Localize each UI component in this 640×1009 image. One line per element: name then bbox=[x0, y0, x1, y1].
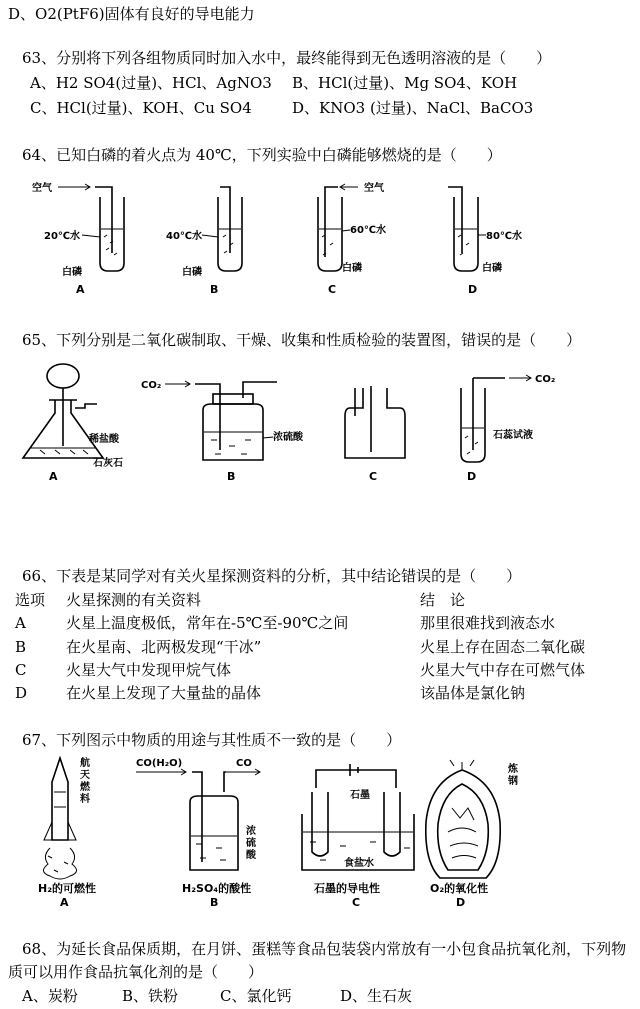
q67-b-label-l1: 浓 bbox=[246, 826, 256, 837]
q68-question-line1: 68、为延长食品保质期，在月饼、蛋糕等食品包装袋内常放有一小包食品抗氧化剂，下列物 bbox=[22, 940, 627, 958]
q64-figure-c bbox=[318, 181, 386, 296]
q64-c-solid-label: 白磷 bbox=[342, 263, 362, 274]
q65-figure-c bbox=[345, 386, 405, 483]
q64-b-solid-label: 白磷 bbox=[182, 267, 202, 278]
q66-row-c-data: 火星大气中发现甲烷气体 bbox=[66, 661, 232, 679]
q67-figure-c bbox=[302, 764, 414, 909]
svg-text:钢: 钢 bbox=[508, 776, 518, 787]
q67-figure-d bbox=[426, 760, 519, 909]
q65-d-label1: 石蕊试液 bbox=[493, 430, 533, 441]
q64-d-water-label: 80℃水 bbox=[486, 231, 523, 242]
q64-b-letter: B bbox=[210, 283, 219, 296]
q67-c-label2: 食盐水 bbox=[344, 858, 374, 869]
q65-a-label2: 石灰石 bbox=[93, 458, 123, 469]
svg-text:料: 料 bbox=[80, 794, 90, 805]
q67-a-caption: H₂的可燃性 bbox=[38, 882, 97, 895]
q64-figure-d bbox=[448, 187, 522, 296]
q66-row-c-option: C bbox=[15, 661, 27, 679]
svg-text:硫: 硫 bbox=[246, 838, 256, 849]
q67-b-gas-out: CO bbox=[236, 758, 252, 769]
q65-figure-d bbox=[461, 374, 555, 483]
svg-text:酸: 酸 bbox=[246, 850, 256, 861]
q64-c-letter: C bbox=[328, 283, 337, 296]
q68-question-line2: 质可以用作食品抗氧化剂的是（ ） bbox=[8, 963, 264, 981]
q63-option-d: D、KNO3 (过量)、NaCl、BaCO3 bbox=[292, 99, 534, 117]
q64-figures bbox=[20, 175, 560, 300]
q67-b-gas-in: CO(H₂O) bbox=[136, 758, 183, 769]
q65-figure-b bbox=[141, 380, 304, 483]
q64-d-letter: D bbox=[468, 283, 478, 296]
q67-d-letter: D bbox=[456, 896, 466, 909]
q62-option-d: D、O2(PtF6)固体有良好的导电能力 bbox=[8, 5, 255, 23]
q64-a-solid-label: 白磷 bbox=[62, 267, 82, 278]
q67-d-caption: O₂的氧化性 bbox=[430, 882, 489, 895]
q66-row-b-option: B bbox=[15, 638, 27, 656]
q66-header-data: 火星探测的有关资料 bbox=[66, 591, 202, 609]
q68-option-b: B、铁粉 bbox=[122, 987, 179, 1005]
q67-b-letter: B bbox=[210, 896, 219, 909]
svg-text:燃: 燃 bbox=[80, 782, 90, 793]
q68-option-c: C、氯化钙 bbox=[220, 987, 292, 1005]
q68-option-a: A、炭粉 bbox=[22, 987, 78, 1005]
q64-a-letter: A bbox=[76, 283, 85, 296]
q67-d-label-l1: 炼 bbox=[508, 764, 518, 775]
q66-row-b-conclusion: 火星上存在固态二氧化碳 bbox=[420, 638, 586, 656]
q66-row-a-option: A bbox=[15, 614, 26, 632]
q66-row-b-data: 在火星南、北两极发现“干冰” bbox=[66, 638, 262, 656]
q64-question: 64、已知白磷的着火点为 40℃，下列实验中白磷能够燃烧的是（ ） bbox=[22, 146, 502, 164]
q65-d-letter: D bbox=[467, 470, 477, 483]
q68-option-d: D、生石灰 bbox=[340, 987, 413, 1005]
q63-question: 63、分别将下列各组物质同时加入水中，最终能得到无色透明溶液的是（ ） bbox=[22, 49, 552, 67]
q66-row-d-data: 在火星上发现了大量盐的晶体 bbox=[66, 684, 262, 702]
q67-figure-a bbox=[38, 756, 96, 909]
q67-c-letter: C bbox=[352, 896, 361, 909]
q65-figures bbox=[15, 358, 575, 488]
q65-d-gas-label: CO₂ bbox=[535, 374, 556, 385]
q67-figure-b bbox=[136, 758, 260, 909]
q65-question: 65、下列分别是二氧化碳制取、干燥、收集和性质检验的装置图，错误的是（ ） bbox=[22, 331, 582, 349]
q67-c-label1: 石墨 bbox=[350, 790, 370, 801]
q64-c-water-label: 60℃水 bbox=[350, 225, 387, 236]
q64-a-gas-label: 空气 bbox=[32, 183, 52, 194]
svg-text:天: 天 bbox=[80, 770, 90, 781]
q67-b-caption: H₂SO₄的酸性 bbox=[182, 882, 252, 895]
q64-figure-a bbox=[32, 181, 124, 296]
q65-b-letter: B bbox=[227, 470, 236, 483]
q66-header-option: 选项 bbox=[15, 591, 46, 609]
q64-d-solid-label: 白磷 bbox=[482, 263, 502, 274]
q67-a-letter: A bbox=[60, 896, 69, 909]
q65-figure-a bbox=[23, 364, 123, 483]
q67-question: 67、下列图示中物质的用途与其性质不一致的是（ ） bbox=[22, 731, 402, 749]
q65-b-gas-label: CO₂ bbox=[141, 380, 162, 391]
q63-option-b: B、HCl(过量)、Mg SO4、KOH bbox=[292, 74, 518, 92]
q66-row-d-conclusion: 该晶体是氯化钠 bbox=[420, 684, 526, 702]
q67-figures bbox=[20, 752, 540, 912]
q63-option-a: A、H2 SO4(过量)、HCl、AgNO3 bbox=[30, 74, 272, 92]
q64-c-gas-label: 空气 bbox=[364, 183, 384, 194]
q66-header-conclusion: 结 论 bbox=[420, 591, 466, 609]
q66-row-d-option: D bbox=[15, 684, 28, 702]
q66-question: 66、下表是某同学对有关火星探测资料的分析，其中结论错误的是（ ） bbox=[22, 567, 522, 585]
q65-c-letter: C bbox=[369, 470, 378, 483]
q67-a-label-l1: 航 bbox=[80, 758, 90, 769]
q64-figure-b bbox=[166, 187, 242, 296]
q65-a-label1: 稀盐酸 bbox=[89, 434, 119, 445]
q63-option-c: C、HCl(过量)、KOH、Cu SO4 bbox=[30, 99, 252, 117]
q66-row-a-data: 火星上温度极低，常年在-5℃至-90℃之间 bbox=[66, 614, 349, 632]
q64-a-water-label: 20℃水 bbox=[44, 231, 81, 242]
q65-b-label1: 浓硫酸 bbox=[273, 432, 303, 443]
q65-a-letter: A bbox=[49, 470, 58, 483]
q66-row-c-conclusion: 火星大气中存在可燃气体 bbox=[420, 661, 586, 679]
q66-row-a-conclusion: 那里很难找到液态水 bbox=[420, 614, 556, 632]
q67-c-caption: 石墨的导电性 bbox=[314, 882, 380, 895]
q64-b-water-label: 40℃水 bbox=[166, 231, 203, 242]
